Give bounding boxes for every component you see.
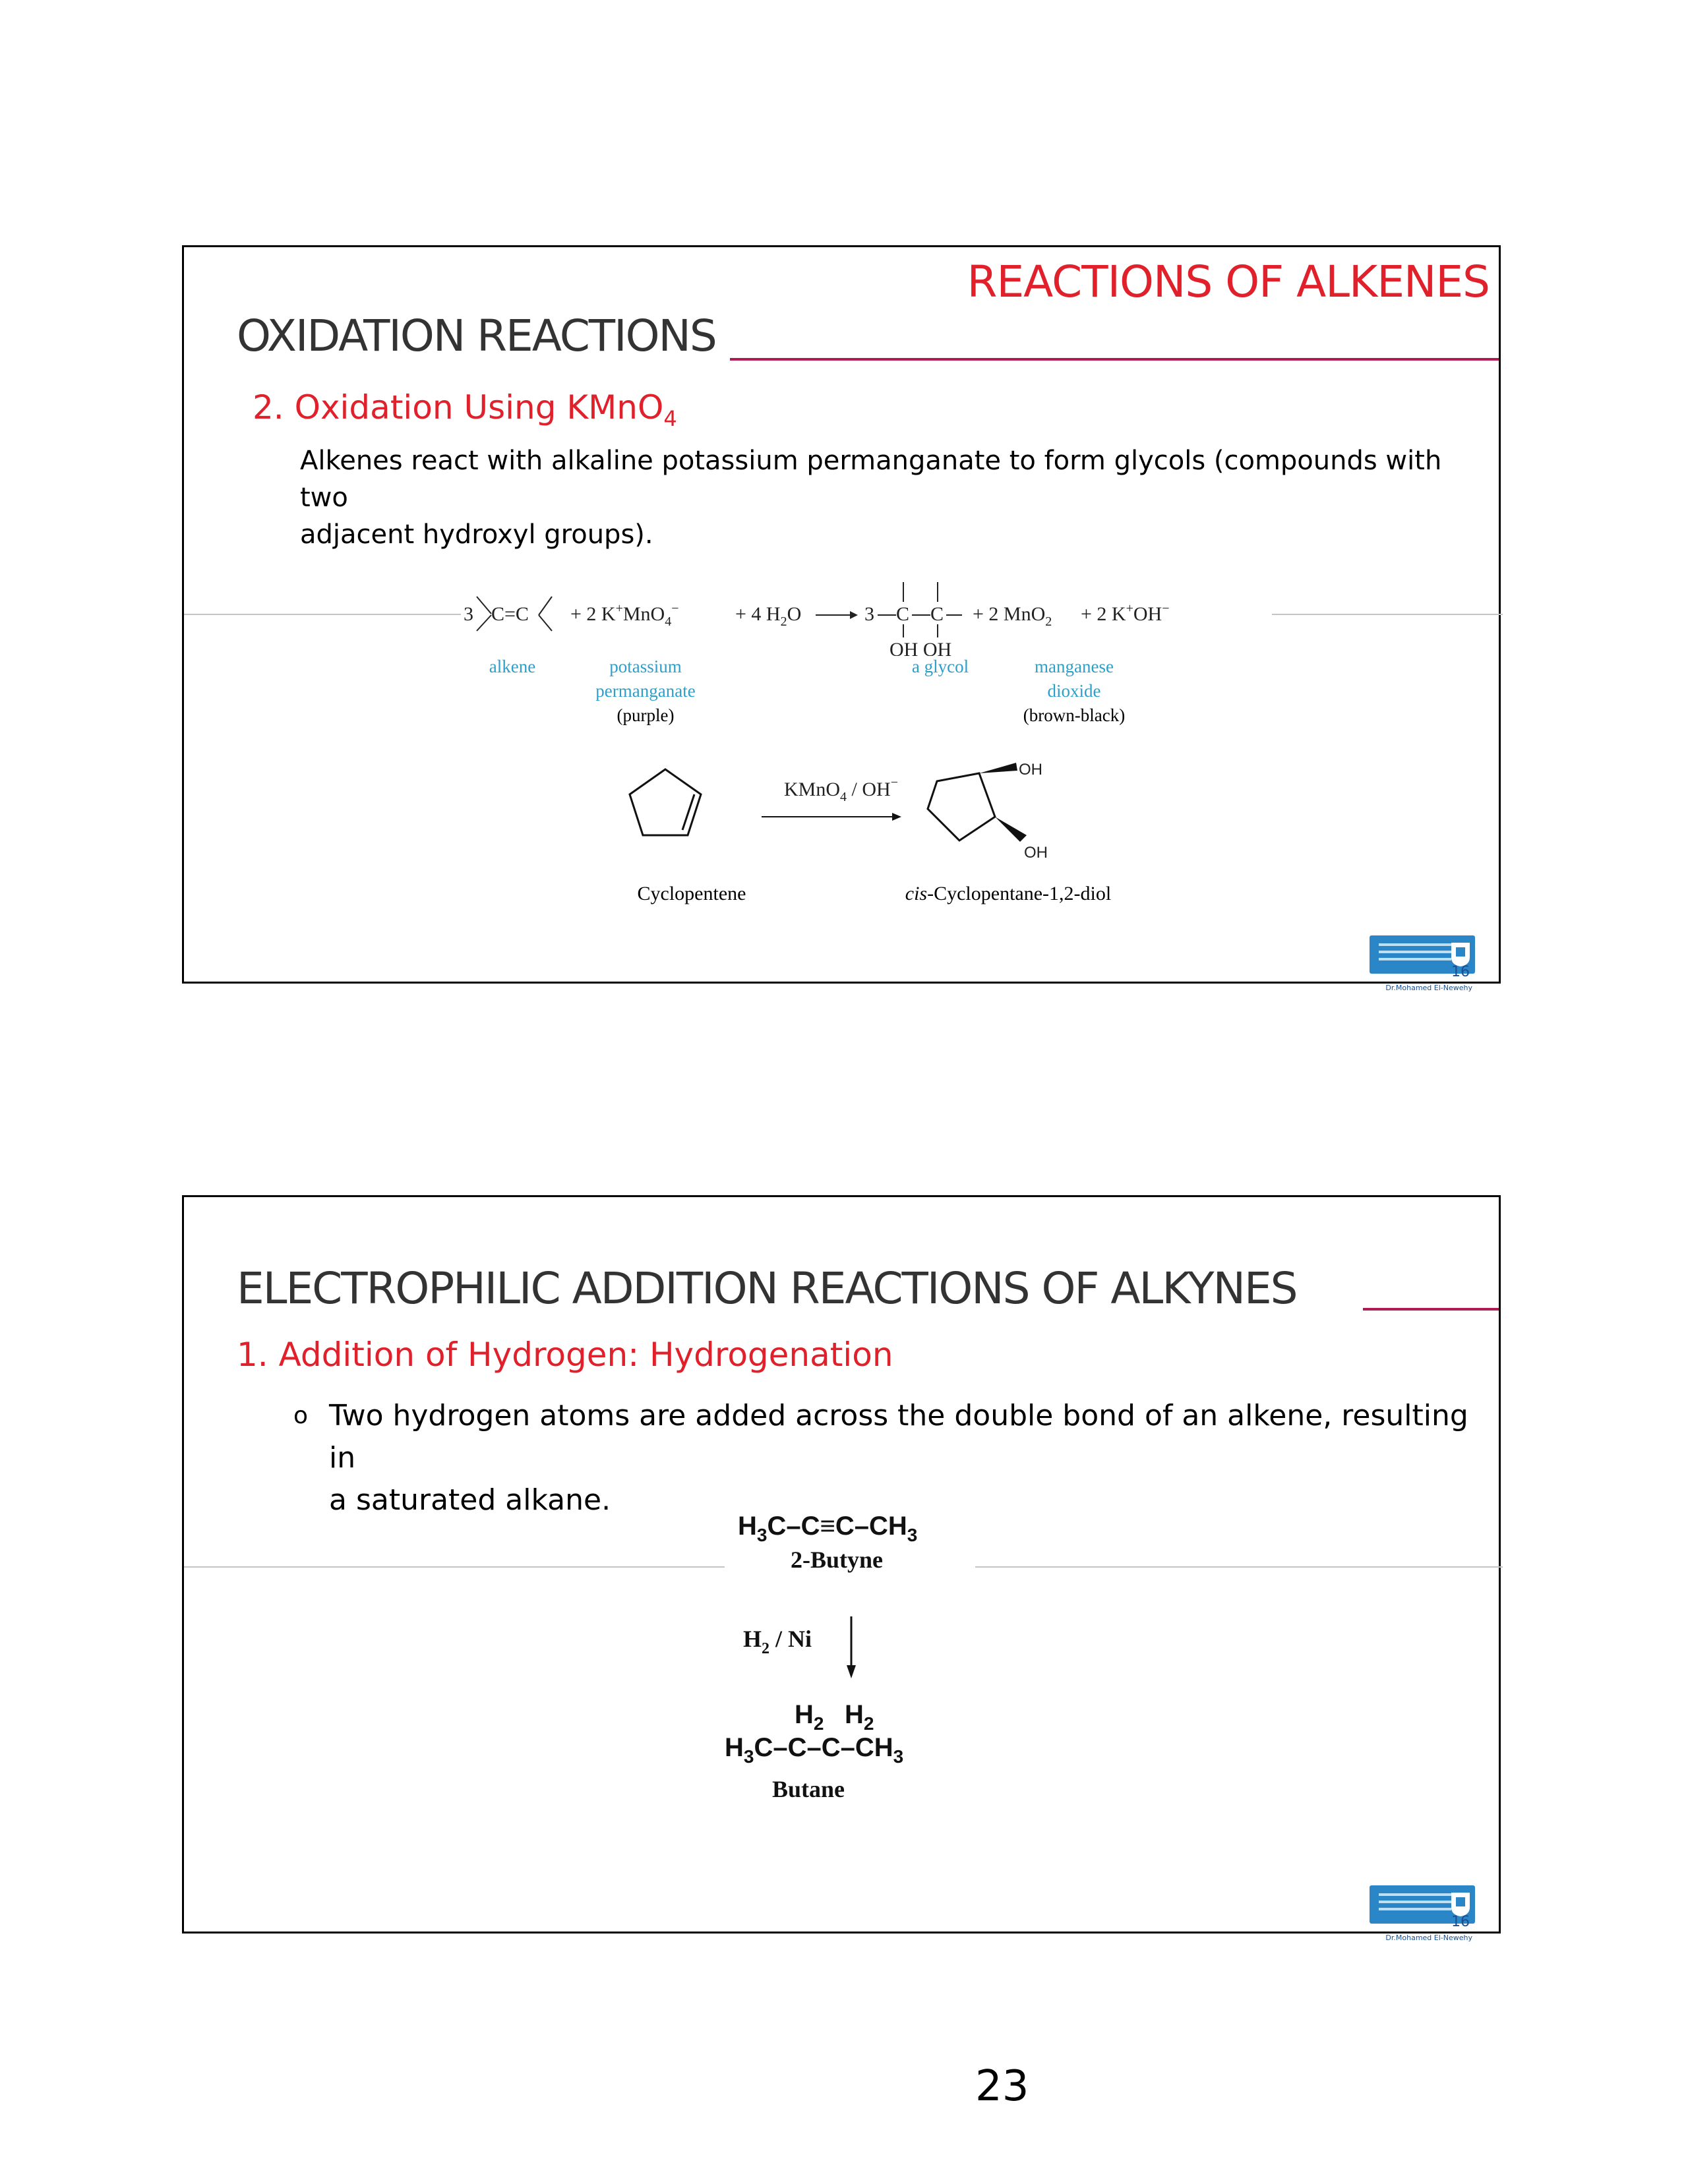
author-credit: Dr.Mohamed El-Newehy bbox=[1385, 1933, 1472, 1942]
label-mno2: manganese dioxide (brown-black) bbox=[1023, 657, 1126, 725]
label-kmno4: potassium permanganate (purple) bbox=[595, 657, 696, 725]
bullet-line: Two hydrogen atoms are added across the double bond of an alkene, resulting in bbox=[329, 1399, 1468, 1475]
svg-text:C=C: C=C bbox=[491, 603, 529, 625]
author-credit: Dr.Mohamed El-Newehy bbox=[1385, 984, 1472, 992]
subtitle: 2. Oxidation Using KMnO$_4$ bbox=[253, 388, 677, 431]
divider-right bbox=[975, 1566, 1503, 1568]
subtitle: 1. Addition of Hydrogen: Hydrogenation bbox=[237, 1336, 893, 1374]
reagent-h2-ni: $H_2$ / Ni bbox=[743, 1626, 812, 1657]
svg-text:C: C bbox=[896, 603, 910, 625]
butane-formula bbox=[725, 1700, 903, 1767]
svg-text:C: C bbox=[930, 603, 944, 625]
title-underline bbox=[1363, 1308, 1499, 1311]
title-underline bbox=[730, 358, 1499, 361]
svg-text:+ 4 H2O: + 4 $H_2O$ bbox=[735, 603, 802, 629]
coefficient: 3 bbox=[464, 603, 473, 625]
bullet-line: a saturated alkane. bbox=[329, 1483, 611, 1517]
svg-text:OH: OH bbox=[1024, 844, 1048, 862]
slide-number: 16 bbox=[1451, 964, 1470, 980]
cyclopentanediol-ring bbox=[928, 773, 995, 841]
svg-text:OH: OH bbox=[1019, 761, 1042, 779]
svg-text:H2: $H_2$ bbox=[795, 1700, 824, 1734]
body-paragraph bbox=[300, 442, 1480, 553]
label-cyclopentanediol: cis-Cyclopentane-1,2-diol bbox=[905, 883, 1112, 904]
section-title: OXIDATION REACTIONS bbox=[237, 310, 716, 361]
divider-left bbox=[184, 1566, 725, 1568]
butane-name: Butane bbox=[772, 1776, 845, 1802]
body-line: adjacent hydroxyl groups). bbox=[300, 519, 653, 550]
cyclopentene-ring bbox=[630, 769, 701, 835]
slide-alkyne-addition bbox=[182, 1195, 1501, 1942]
label-glycol: a glycol bbox=[911, 657, 969, 676]
topic-title: REACTIONS OF ALKENES bbox=[967, 256, 1490, 307]
label-alkene: alkene bbox=[489, 657, 536, 676]
glycol-oh: OH OH bbox=[889, 639, 952, 656]
svg-text:KMnO4 / OH−: KMnO$_4$ / OH− bbox=[784, 775, 898, 804]
divider-left bbox=[184, 614, 461, 615]
slide-oxidation bbox=[182, 245, 1501, 992]
butyne-name: 2-Butyne bbox=[791, 1547, 884, 1573]
svg-text:H3C–C–C–CH3: $H_3C-C-C-CH_3$ bbox=[725, 1733, 904, 1767]
svg-text:+ 2 MnO2: + 2 MnO$_2$ bbox=[973, 603, 1052, 629]
bullet-marker: o bbox=[293, 1402, 309, 1429]
hydrogenation-scheme bbox=[725, 1494, 975, 1830]
divider-right bbox=[1272, 614, 1503, 615]
svg-text:+ 2 K+MnO4−: + 2 K+MnO$_4$− bbox=[570, 601, 679, 629]
svg-text:3: 3 bbox=[864, 603, 874, 625]
svg-text:+ 2 K+OH−: + 2 K+OH− bbox=[1081, 601, 1170, 625]
section-title: ELECTROPHILIC ADDITION REACTIONS OF ALKYNES bbox=[237, 1263, 1297, 1314]
page-number: 23 bbox=[975, 2062, 1029, 2111]
glycol-equation bbox=[461, 557, 1279, 656]
label-cyclopentene: Cyclopentene bbox=[637, 883, 746, 904]
butyne-formula: $H_3C-C\equiv C-CH_3$ bbox=[738, 1512, 918, 1545]
body-line: Alkenes react with alkaline potassium permanganate to form glycols (compounds with two bbox=[300, 446, 1442, 513]
slide-number: 16 bbox=[1451, 1914, 1470, 1930]
svg-text:H2: $H_2$ bbox=[845, 1700, 874, 1734]
